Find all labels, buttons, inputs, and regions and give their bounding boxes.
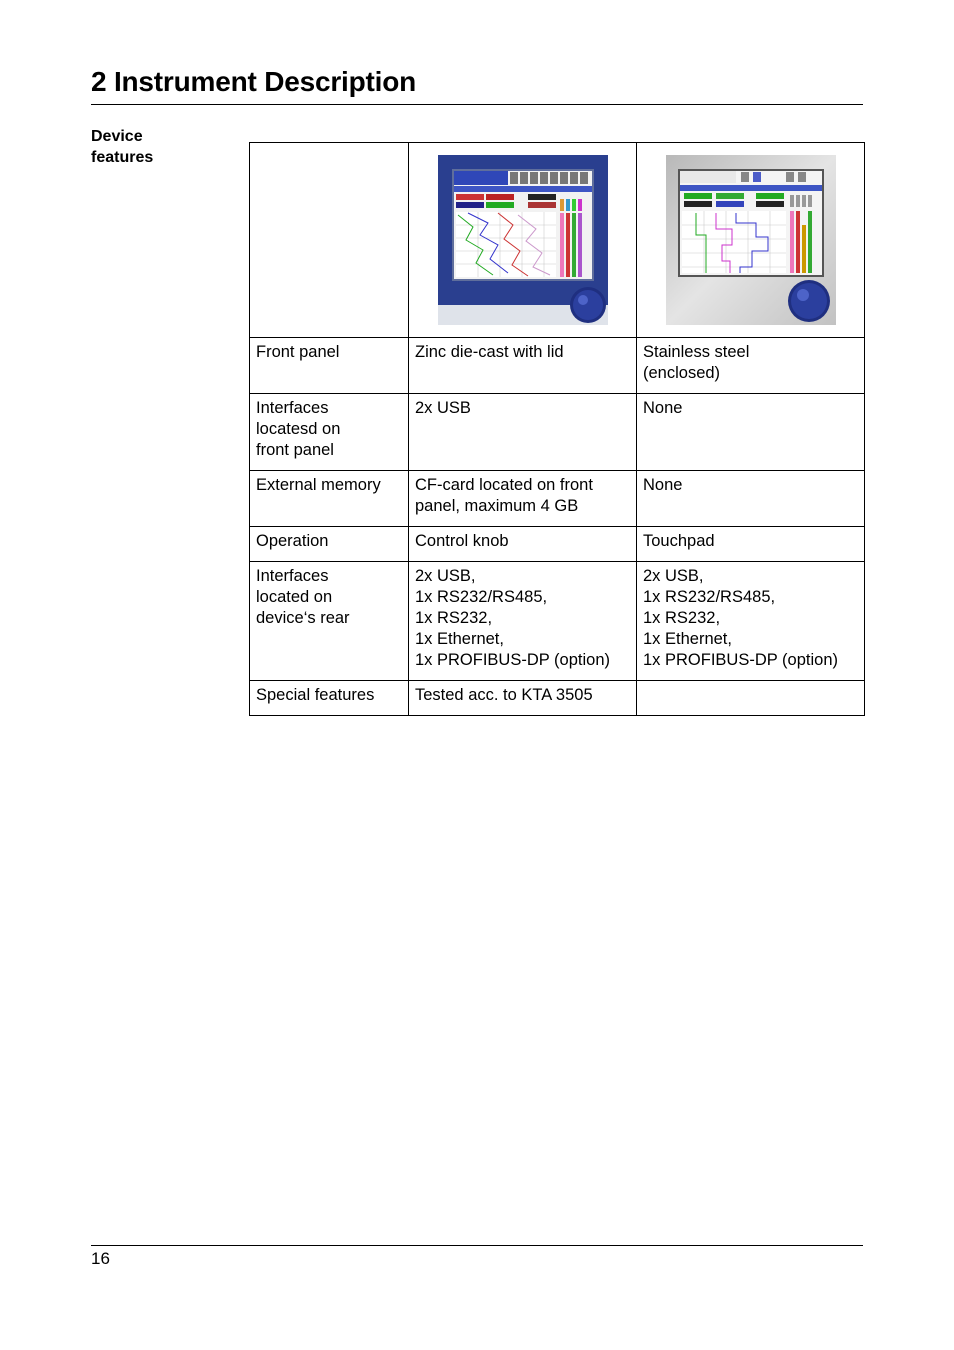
stainless-version-value: None xyxy=(637,394,865,471)
feature-label: Front panel xyxy=(250,338,409,394)
recorder-zinc-front-image xyxy=(438,155,608,325)
zinc-version-value: Control knob xyxy=(409,527,637,562)
image-row xyxy=(250,143,865,338)
footer-rule xyxy=(91,1245,863,1246)
zinc-version-value: Tested acc. to KTA 3505 xyxy=(409,681,637,716)
feature-label: Interfaces locatesd on front panel xyxy=(250,394,409,471)
zinc-version-value: Zinc die-cast with lid xyxy=(409,338,637,394)
table-row xyxy=(250,527,865,562)
device-features-table xyxy=(249,142,865,716)
page-number: 16 xyxy=(91,1249,110,1268)
feature-label: Special features xyxy=(250,681,409,716)
stainless-version-value: Stainless steel (enclosed) xyxy=(637,338,865,394)
table-row xyxy=(250,394,865,471)
stainless-version-value xyxy=(637,681,865,716)
side-heading-line: Device xyxy=(91,128,143,145)
empty-cell xyxy=(250,143,409,338)
title-rule xyxy=(91,104,863,105)
table-row xyxy=(250,471,865,527)
side-heading-line: features xyxy=(91,149,154,166)
recorder-stainless-front-image xyxy=(666,155,836,325)
table-row xyxy=(250,562,865,681)
feature-label: Operation xyxy=(250,527,409,562)
side-heading xyxy=(91,126,231,168)
device-image-cell xyxy=(637,143,865,338)
table-row xyxy=(250,681,865,716)
feature-label: External memory xyxy=(250,471,409,527)
stainless-version-value: 2x USB, 1x RS232/RS485, 1x RS232, 1x Ethernet, 1x PROFIBUS-DP (option) xyxy=(637,562,865,681)
device-image-cell xyxy=(409,143,637,338)
zinc-version-value: 2x USB, 1x RS232/RS485, 1x RS232, 1x Ethernet, 1x PROFIBUS-DP (option) xyxy=(409,562,637,681)
stainless-version-value: Touchpad xyxy=(637,527,865,562)
zinc-version-value: CF-card located on front panel, maximum 4 GB xyxy=(409,471,637,527)
feature-label: Interfaces located on device‘s rear xyxy=(250,562,409,681)
stainless-version-value: None xyxy=(637,471,865,527)
zinc-version-value: 2x USB xyxy=(409,394,637,471)
chapter-title: 2 Instrument Description xyxy=(91,66,417,97)
table-row xyxy=(250,338,865,394)
